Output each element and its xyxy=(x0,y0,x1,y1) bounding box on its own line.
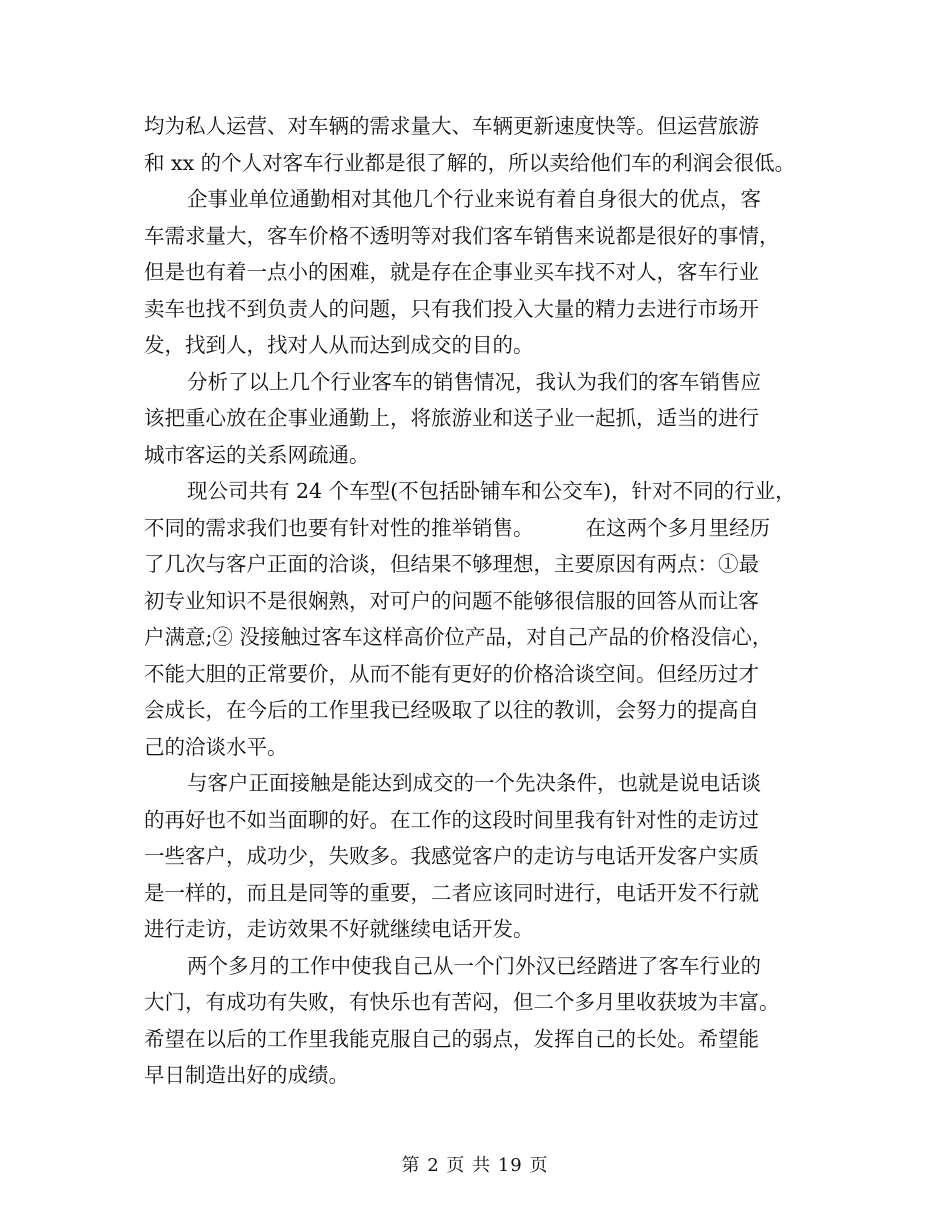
text-line: 进行走访，走访效果不好就继续电话开发。 xyxy=(144,917,534,941)
text-line: 和 xx 的个人对客车行业都是很了解的，所以卖给他们车的利润会很低。 xyxy=(144,150,796,175)
text-line: 卖车也找不到负责人的问题，只有我们投入大量的精力去进行市场开 xyxy=(144,296,759,321)
text-line: 了几次与客户正面的洽谈，但结果不够理想，主要原因有两点：①最 xyxy=(144,552,759,576)
paragraph-start-line: 企事业单位通勤相对其他几个行业来说有着自身很大的优点，客 xyxy=(187,187,761,211)
text-line: 希望在以后的工作里我能克服自己的弱点，发挥自己的长处。希望能 xyxy=(144,1026,759,1051)
text-line: 户满意;② 没接触过客车这样高价位产品，对自己产品的价格没信心， xyxy=(144,625,773,649)
paragraph-start-line: 现公司共有 24 个车型(不包括卧铺车和公交车)，针对不同的行业， xyxy=(187,479,796,503)
text-line: 发，找到人，找对人从而达到成交的目的。 xyxy=(144,333,534,357)
text-line: 早日制造出好的成绩。 xyxy=(144,1063,349,1087)
paragraph-start-line: 分析了以上几个行业客车的销售情况，我认为我们的客车销售应 xyxy=(187,369,761,394)
page-number-footer: 第 2 页 共 19 页 xyxy=(401,1155,549,1176)
text-line: 不同的需求我们也要有针对性的推举销售。 在这两个多月里经历 xyxy=(144,515,771,540)
text-line: 车需求量大，客车价格不透明等对我们客车销售来说都是很好的事情， xyxy=(144,223,780,248)
text-line: 初专业知识不是很娴熟，对可户的问题不能够很信服的回答从而让客 xyxy=(144,588,759,613)
text-line: 大门，有成功有失败，有快乐也有苦闷，但二个多月里收获坡为丰富。 xyxy=(144,990,780,1014)
text-line: 的再好也不如当面聊的好。在工作的这段时间里我有针对性的走访过 xyxy=(144,807,759,832)
text-line: 但是也有着一点小的困难，就是存在企事业买车找不对人，客车行业 xyxy=(144,260,759,284)
paragraph-start-line: 两个多月的工作中使我自己从一个门外汉已经踏进了客车行业的 xyxy=(187,953,761,978)
document-body xyxy=(144,108,816,1094)
text-line: 会成长，在今后的工作里我已经吸取了以往的教训，会努力的提高自 xyxy=(144,698,759,722)
text-line: 己的洽谈水平。 xyxy=(144,734,288,759)
text-line: 该把重心放在企事业通勤上，将旅游业和送子业一起抓，适当的进行 xyxy=(144,406,759,430)
paragraph-start-line: 与客户正面接触是能达到成交的一个先决条件，也就是说电话谈 xyxy=(187,771,761,795)
text-line: 一些客户，成功少，失败多。我感觉客户的走访与电话开发客户实质 xyxy=(144,844,759,868)
text-line: 不能大胆的正常要价，从而不能有更好的价格洽谈空间。但经历过才 xyxy=(144,661,759,686)
text-line: 是一样的，而且是同等的重要，二者应该同时进行，电话开发不行就 xyxy=(144,880,759,905)
text-line: 城市客运的关系网疏通。 xyxy=(144,442,370,467)
text-line: 均为私人运营、对车辆的需求量大、车辆更新速度快等。但运营旅游 xyxy=(144,114,759,138)
